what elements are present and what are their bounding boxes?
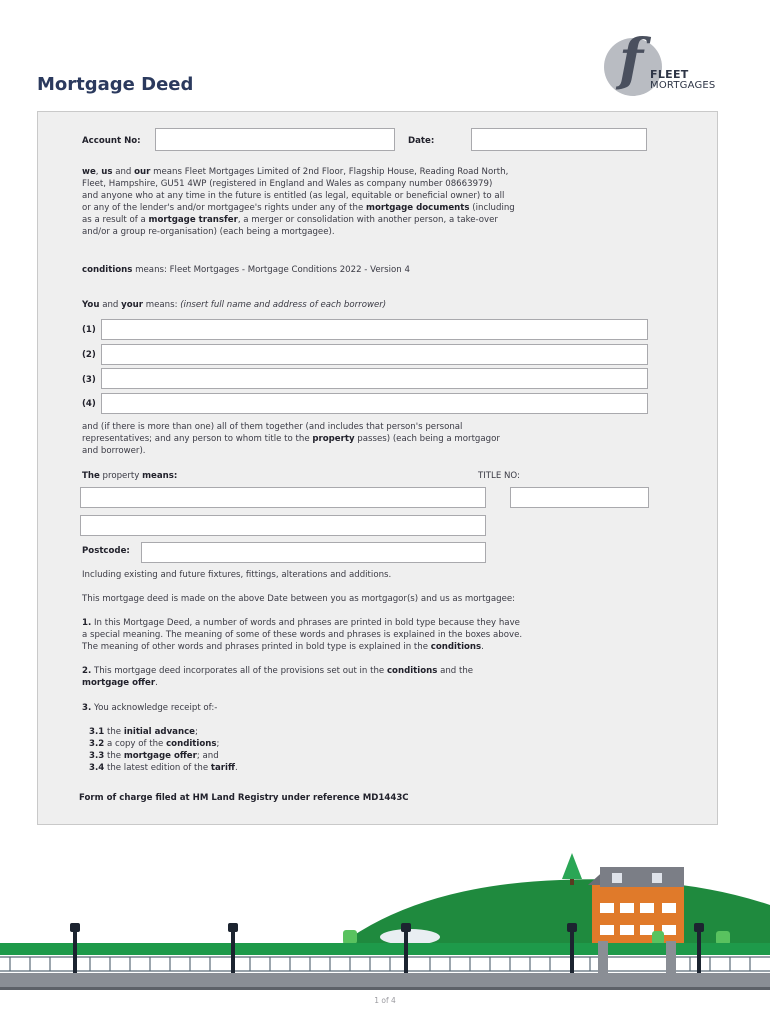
fleet-mortgages-logo [604, 27, 744, 100]
borrower-note-line: representatives; and any person to whom title to the property passes) (each being a mortgagor [82, 434, 500, 444]
small-bush-icon [652, 931, 664, 945]
deed-made-text: This mortgage deed is made on the above Date between you as mortgagor(s) and us as mortgagee: [82, 594, 516, 604]
property-address-line-2[interactable] [80, 515, 486, 536]
borrower-note-line: and borrower). [82, 446, 146, 456]
receipt-item: 3.1 the initial advance; [89, 727, 198, 737]
gate-post [666, 941, 676, 973]
title-no-label: TITLE NO: [478, 471, 520, 481]
clause-1-line: The meaning of other words and phrases printed in bold type is explained in the conditions. [82, 642, 484, 652]
small-bush-icon [716, 931, 730, 945]
borrower-1-field[interactable] [101, 319, 648, 340]
postcode-label: Postcode: [82, 546, 130, 556]
street-illustration [0, 845, 770, 995]
fixtures-text: Including existing and future fixtures, fittings, alterations and additions. [82, 570, 392, 580]
account-no-label: Account No: [82, 136, 141, 146]
gate-post [598, 941, 608, 973]
logo-line1: FLEET [650, 68, 689, 81]
grass-strip [0, 943, 770, 955]
small-bush-icon [343, 930, 357, 944]
postcode-field[interactable] [141, 542, 486, 563]
borrower-4-label: (4) [82, 399, 96, 409]
receipt-item: 3.3 the mortgage offer; and [89, 751, 219, 761]
pine-tree-icon [562, 853, 582, 879]
page-number: 1 of 4 [374, 996, 396, 1005]
borrower-3-field[interactable] [101, 368, 648, 389]
we-definition-line: and anyone who at any time in the future is entitled (as legal, equitable or beneficial owner) to all [82, 191, 505, 201]
borrower-2-label: (2) [82, 350, 96, 360]
borrower-2-field[interactable] [101, 344, 648, 365]
fence [0, 955, 770, 973]
road [0, 973, 770, 987]
clause-2-line: 2. This mortgage deed incorporates all of the provisions set out in the conditions and the [82, 666, 474, 676]
kerb [0, 987, 770, 990]
we-definition-line: as a result of a mortgage transfer, a merger or consolidation with another person, a take-over [82, 215, 498, 225]
page-title: Mortgage Deed [37, 74, 194, 95]
title-no-field[interactable] [510, 487, 649, 508]
conditions-definition: conditions means: Fleet Mortgages - Mortgage Conditions 2022 - Version 4 [82, 265, 410, 275]
we-definition-line: we, us and our means Fleet Mortgages Limited of 2nd Floor, Flagship House, Reading Road North, [82, 167, 509, 177]
we-definition-line: or any of the lender's and/or mortgagee's rights under any of the mortgage documents (including [82, 203, 515, 213]
borrower-4-field[interactable] [101, 393, 648, 414]
property-address-line-1[interactable] [80, 487, 486, 508]
logo-f-icon: f [619, 27, 644, 93]
tree-trunk [570, 879, 574, 885]
clause-1-line: 1. In this Mortgage Deed, a number of words and phrases are printed in bold type because they have [82, 618, 520, 628]
we-definition-line: and/or a group re-organisation) (each being a mortgagee). [82, 227, 335, 237]
account-no-field[interactable] [155, 128, 395, 151]
receipt-item: 3.4 the latest edition of the tariff. [89, 763, 238, 773]
date-field[interactable] [471, 128, 647, 151]
we-definition-line: Fleet, Hampshire, GU51 4WP (registered in England and Wales as company number 08663979) [82, 179, 493, 189]
clause-1-line: a special meaning. The meaning of some of these words and phrases is explained in the boxes above. [82, 630, 523, 640]
date-label: Date: [408, 136, 435, 146]
borrower-3-label: (3) [82, 375, 96, 385]
you-definition: You and your means: (insert full name and address of each borrower) [82, 300, 387, 310]
receipt-item: 3.2 a copy of the conditions; [89, 739, 220, 749]
clause-2-line: mortgage offer. [82, 678, 158, 688]
logo-line2: MORTGAGES [650, 80, 716, 91]
borrower-note-line: and (if there is more than one) all of them together (and includes that person's personal [82, 422, 463, 432]
form-of-charge: Form of charge filed at HM Land Registry under reference MD1443C [79, 793, 409, 803]
borrower-1-label: (1) [82, 325, 96, 335]
property-label: The property means: [82, 471, 178, 481]
clause-3-text: 3. You acknowledge receipt of:- [82, 703, 218, 713]
